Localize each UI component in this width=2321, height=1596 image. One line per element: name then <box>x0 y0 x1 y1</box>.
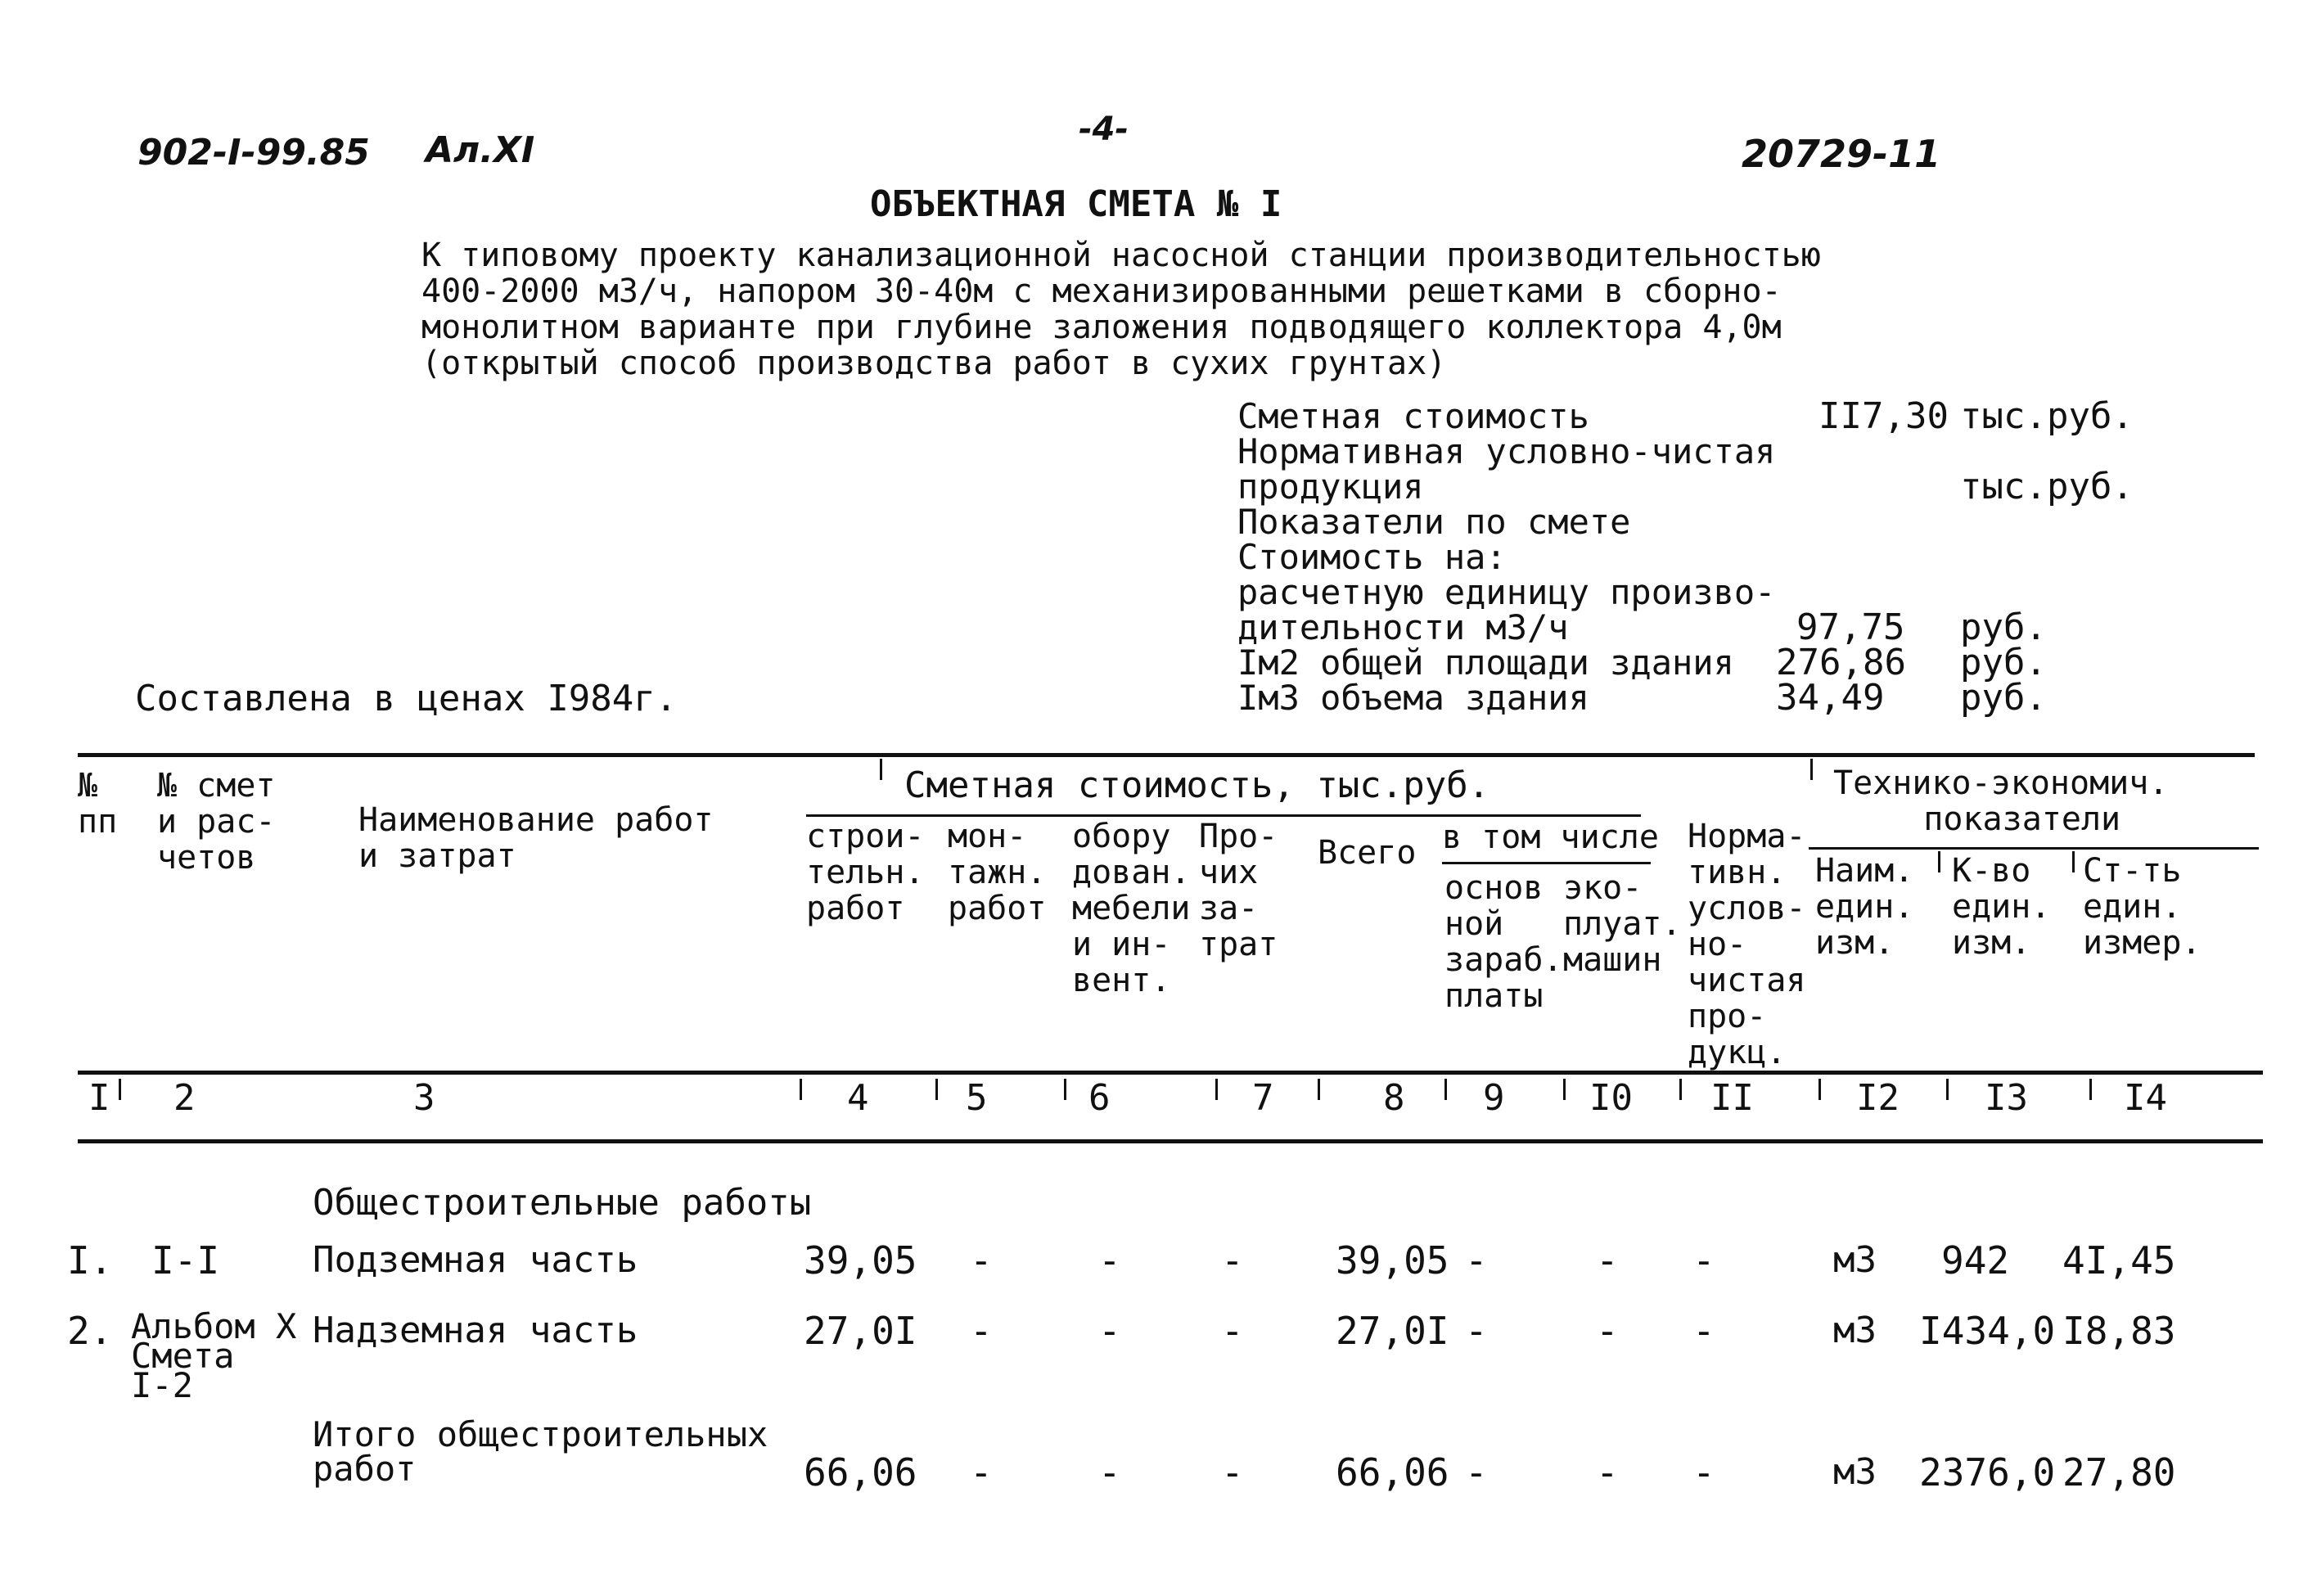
column-tick <box>1064 1079 1066 1100</box>
header-text: обору <box>1072 818 1171 855</box>
header-col-1 <box>78 768 117 840</box>
per-capacity-value: 97,75 <box>1796 606 1905 648</box>
prices-note: Составлена в ценах I984г. <box>135 678 678 719</box>
column-number: 3 <box>413 1077 435 1119</box>
column-number: I2 <box>1856 1077 1900 1119</box>
header-text: един. <box>1815 888 1914 926</box>
row-unit: м3 <box>1833 1451 1877 1493</box>
header-text: и затрат <box>358 837 516 875</box>
row-wages: - <box>1465 1238 1488 1283</box>
header-text: изм. <box>1952 924 2031 962</box>
row-quantity: 2376,0 <box>1919 1450 2056 1495</box>
album-number: Ал.XI <box>426 129 535 171</box>
row-total-cost: 27,0I <box>1336 1309 1449 1353</box>
row-equipment-cost: - <box>1098 1450 1121 1495</box>
column-tick <box>1318 1079 1320 1100</box>
header-text: показатели <box>1923 800 2121 838</box>
header-col-13 <box>1952 853 2050 961</box>
column-number: 6 <box>1088 1077 1111 1119</box>
header-text: чистая <box>1688 962 1806 999</box>
page-number: -4- <box>1079 110 1129 148</box>
table-top-rule <box>78 753 2255 757</box>
description-line: (открытый способ производства работ в сухих грунтах) <box>421 345 1447 382</box>
header-text: про- <box>1688 998 1767 1035</box>
estimated-cost-unit: тыс.руб. <box>1960 395 2134 437</box>
incl-group-rule <box>1442 862 1651 864</box>
column-number: I0 <box>1589 1077 1633 1119</box>
header-text: мебели <box>1072 890 1191 927</box>
row-net-product: - <box>1692 1309 1715 1353</box>
header-text: и рас- <box>157 803 276 841</box>
header-col-7 <box>1199 818 1278 963</box>
header-text: трат <box>1199 926 1278 963</box>
table-numbers-rule <box>78 1139 2263 1143</box>
row-estimate-ref <box>131 1306 297 1405</box>
row-equipment-cost: - <box>1098 1238 1121 1283</box>
column-tick <box>1444 1079 1447 1100</box>
row-construction-cost: 66,06 <box>804 1450 917 1495</box>
column-tick <box>2089 1079 2092 1100</box>
description-line: монолитном варианте при глубине заложения подводящего коллектора 4,0м <box>421 309 1782 346</box>
row-total-cost: 66,06 <box>1336 1450 1449 1495</box>
header-text: Норма- <box>1688 818 1806 855</box>
sheet-code: 20729-11 <box>1742 132 1941 176</box>
estimated-cost-value: II7,30 <box>1818 395 1949 437</box>
header-text: и ин- <box>1072 926 1171 963</box>
row-work-name: Подземная часть <box>313 1239 638 1281</box>
header-text: измер. <box>2083 924 2202 962</box>
header-col-2 <box>157 768 276 876</box>
header-col-6 <box>1072 818 1191 999</box>
column-number: 4 <box>847 1077 869 1119</box>
header-text: но- <box>1688 926 1747 963</box>
row-other-cost: - <box>1221 1238 1244 1283</box>
row-other-cost: - <box>1221 1450 1244 1495</box>
row-estimate-ref: I-I <box>151 1238 220 1283</box>
tech-group-rule <box>1809 847 2259 850</box>
row-construction-cost: 39,05 <box>804 1238 917 1283</box>
summary-line: продукция <box>1237 467 1424 507</box>
header-text: основ <box>1444 869 1544 907</box>
summary-line: Сметная стоимость <box>1237 396 1589 436</box>
column-tick <box>880 759 882 780</box>
table-header-rule <box>78 1071 2263 1075</box>
column-number: 5 <box>966 1077 988 1119</box>
per-volume-unit: руб. <box>1960 677 2047 719</box>
header-text: К-во <box>1952 852 2031 890</box>
row-machines: - <box>1596 1450 1619 1495</box>
row-wages: - <box>1465 1309 1488 1353</box>
summary-line: Iм3 объема здания <box>1237 678 1589 718</box>
header-col-12 <box>1815 853 1913 961</box>
row-installation-cost: - <box>970 1450 993 1495</box>
header-text: строи- <box>806 818 925 855</box>
header-text: № смет <box>157 767 276 805</box>
per-area-value: 276,86 <box>1776 642 1906 683</box>
header-text: плуат. <box>1563 905 1682 943</box>
header-cost-group: Сметная стоимость, тыс.руб. <box>904 764 1490 806</box>
header-text: зараб. <box>1444 941 1563 979</box>
column-tick <box>1563 1079 1566 1100</box>
row-work-name <box>313 1414 768 1489</box>
column-number: 9 <box>1483 1077 1505 1119</box>
header-text: дован. <box>1072 854 1191 891</box>
header-col-5 <box>948 818 1046 926</box>
column-tick <box>1679 1079 1682 1100</box>
column-tick <box>1946 1079 1949 1100</box>
section-title: Общестроительные работы <box>313 1182 812 1224</box>
row-wages: - <box>1465 1450 1488 1495</box>
header-text: един. <box>1952 888 2051 926</box>
column-number: I4 <box>2124 1077 2167 1119</box>
header-text: тельн. <box>806 854 925 891</box>
column-tick <box>1938 851 1940 872</box>
row-unit: м3 <box>1833 1239 1877 1281</box>
header-text: за- <box>1199 890 1259 927</box>
column-tick <box>1215 1079 1218 1100</box>
column-tick <box>1810 759 1813 780</box>
header-text: пп <box>78 803 118 841</box>
summary-line: Нормативная условно-чистая <box>1237 431 1776 471</box>
summary-line: Iм2 общей площади здания <box>1237 642 1734 683</box>
header-text: работ <box>948 890 1047 927</box>
description-line: К типовому проекту канализационной насосной станции производительностью <box>421 237 1821 274</box>
row-unit: м3 <box>1833 1310 1877 1351</box>
row-total-cost: 39,05 <box>1336 1238 1449 1283</box>
product-unit: тыс.руб. <box>1960 466 2134 507</box>
row-other-cost: - <box>1221 1309 1244 1353</box>
header-text: эко- <box>1563 869 1643 907</box>
header-text: Наименование работ <box>358 801 714 839</box>
column-tick <box>119 1079 121 1100</box>
header-text: Технико-экономич. <box>1833 764 2169 802</box>
row-unit-cost: 27,80 <box>2062 1450 2176 1495</box>
header-text: мон- <box>948 818 1027 855</box>
header-incl-group: в том числе <box>1442 818 1659 856</box>
ref-line: I-2 <box>131 1365 193 1405</box>
header-text: тажн. <box>948 854 1047 891</box>
cost-subcolumn-rule <box>806 814 1641 817</box>
per-volume-value: 34,49 <box>1776 677 1885 719</box>
description-line: 400-2000 м3/ч, напором 30-40м с механизированными решетками в сборно- <box>421 273 1782 310</box>
header-col-14 <box>2083 853 2202 961</box>
header-text: работ <box>806 890 905 927</box>
column-number: II <box>1710 1077 1754 1119</box>
ref-line: Смета <box>131 1336 235 1376</box>
header-text: машин <box>1563 941 1662 979</box>
header-col-9 <box>1444 870 1563 1014</box>
header-text: чих <box>1199 854 1259 891</box>
summary-line: расчетную единицу произво- <box>1237 572 1776 612</box>
column-tick <box>2072 851 2075 872</box>
row-machines: - <box>1596 1309 1619 1353</box>
header-col-3 <box>358 802 713 874</box>
row-net-product: - <box>1692 1450 1715 1495</box>
header-text: вент. <box>1072 962 1171 999</box>
header-text: услов- <box>1688 890 1806 927</box>
row-quantity: 942 <box>1941 1238 2010 1283</box>
header-text: платы <box>1444 977 1544 1015</box>
header-text: изм. <box>1815 924 1895 962</box>
header-col-10 <box>1563 870 1682 978</box>
header-text: четов <box>157 839 256 877</box>
row-unit-cost: I8,83 <box>2062 1309 2176 1353</box>
row-quantity: I434,0 <box>1919 1309 2056 1353</box>
per-area-unit: руб. <box>1960 642 2047 683</box>
header-text: Наим. <box>1815 852 1914 890</box>
column-number: 2 <box>174 1077 196 1119</box>
column-number: 7 <box>1252 1077 1274 1119</box>
header-text: един. <box>2083 888 2182 926</box>
row-work-name: Надземная часть <box>313 1310 638 1351</box>
column-number: I <box>88 1077 110 1119</box>
per-capacity-unit: руб. <box>1960 606 2047 648</box>
column-tick <box>800 1079 802 1100</box>
row-installation-cost: - <box>970 1238 993 1283</box>
summary-line: Показатели по смете <box>1237 502 1631 542</box>
header-text: дукц. <box>1688 1034 1787 1071</box>
header-text: Про- <box>1199 818 1278 855</box>
header-col-11 <box>1688 818 1806 1071</box>
header-text: № <box>78 767 98 805</box>
column-tick <box>1818 1079 1821 1100</box>
row-number: 2. <box>67 1309 113 1353</box>
ref-line: Альбом X <box>131 1306 297 1346</box>
row-net-product: - <box>1692 1238 1715 1283</box>
row-installation-cost: - <box>970 1309 993 1353</box>
header-text: тивн. <box>1688 854 1787 891</box>
header-col-4 <box>806 818 925 926</box>
column-number: I3 <box>1985 1077 2028 1119</box>
row-construction-cost: 27,0I <box>804 1309 917 1353</box>
document-code: 902-I-99.85 <box>137 132 370 174</box>
column-number: 8 <box>1383 1077 1405 1119</box>
name-line: работ <box>313 1449 417 1489</box>
header-text: ной <box>1444 905 1504 943</box>
header-text: Ст-ть <box>2083 852 2182 890</box>
row-unit-cost: 4I,45 <box>2062 1238 2176 1283</box>
row-machines: - <box>1596 1238 1619 1283</box>
summary-line: дительности м3/ч <box>1237 607 1569 647</box>
page-title: ОБЪЕКТНАЯ СМЕТА № I <box>870 183 1282 225</box>
header-col-8: Всего <box>1318 834 1417 872</box>
name-line: Итого общестроительных <box>313 1414 768 1454</box>
column-tick <box>935 1079 938 1100</box>
row-equipment-cost: - <box>1098 1309 1121 1353</box>
row-number: I. <box>67 1238 113 1283</box>
header-tech-group <box>1833 765 2168 837</box>
summary-line: Стоимость на: <box>1237 537 1507 577</box>
